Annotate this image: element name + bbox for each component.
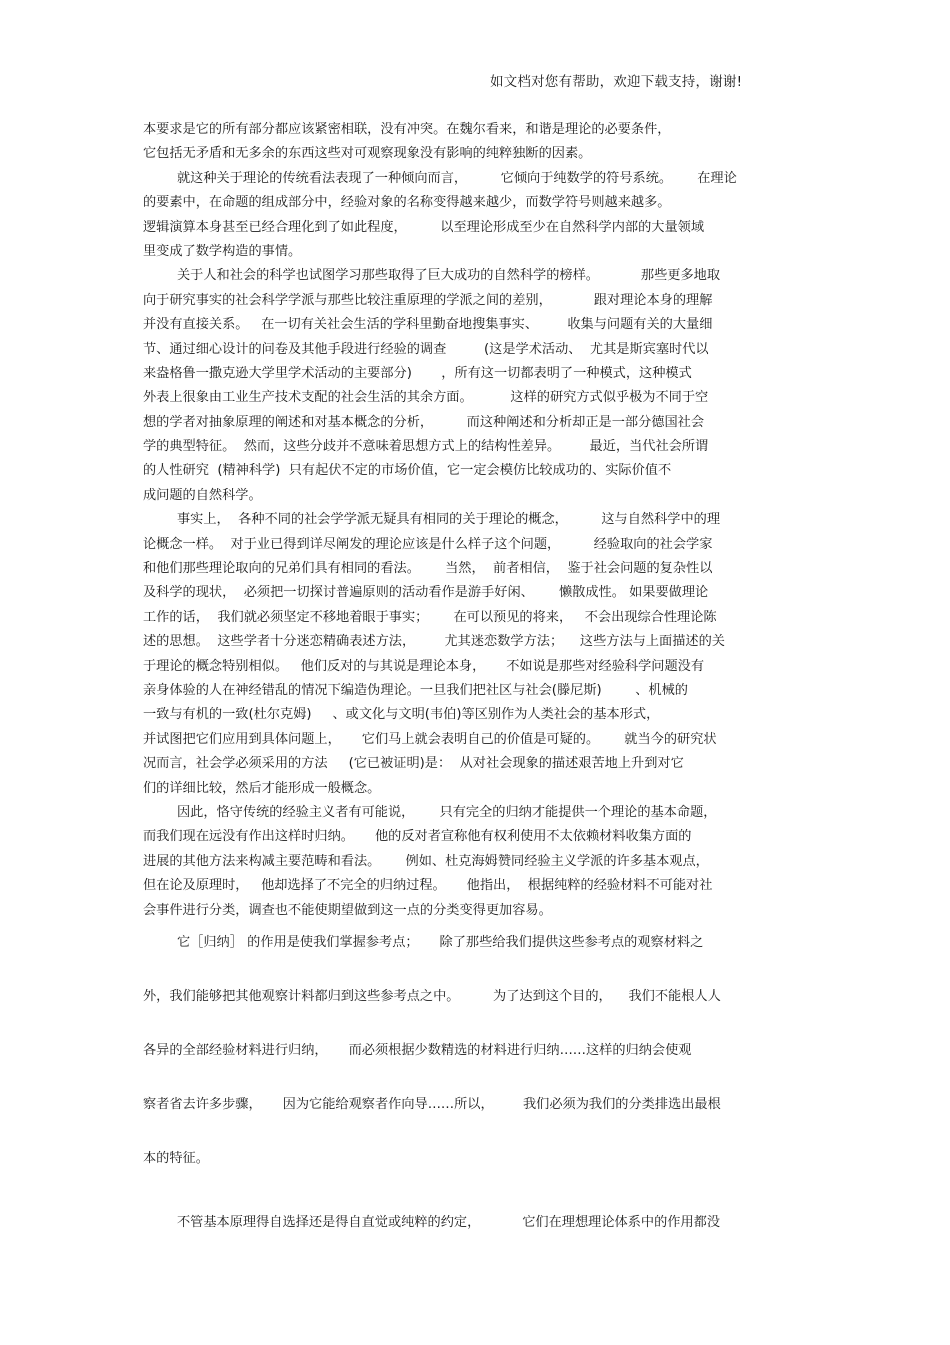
text-line: 亲身体验的人在神经错乱的情况下编造伪理论。一旦我们把社区与社会(滕尼斯) 、机械的 — [143, 682, 688, 698]
quote-block — [143, 931, 813, 1201]
text-line: 因此，恪守传统的经验主义者有可能说， 只有完全的归纳才能提供一个理论的基本命题， — [177, 804, 717, 820]
text-line: 工作的话， 我们就必须坚定不移地着眼于事实； 在可以预见的将来， 不会出现综合性理论陈 — [143, 609, 717, 625]
text-line: 向于研究事实的社会科学学派与那些比较注重原理的学派之间的差别， 跟对理论本身的理解 — [143, 292, 713, 308]
text-line: 里变成了数学构造的事情。 — [143, 243, 302, 259]
text-line: 述的思想。 这些学者十分迷恋精确表述方法， 尤其迷恋数学方法； 这些方法与上面描述的关 — [143, 634, 725, 650]
text-line: 节、通过细心设计的问卷及其他手段进行经验的调查 (这是学术活动、 尤其是斯宾塞时代以 — [143, 341, 709, 357]
text-line: 不管基本原理得自选择还是得自直觉或纯粹的约定， 它们在理想理论体系中的作用都没 — [177, 1214, 721, 1230]
main-paragraphs — [143, 118, 813, 923]
text-line: 就这种关于理论的传统看法表现了一种倾向而言， 它倾向于纯数学的符号系统。 在理论 — [177, 170, 737, 186]
text-line: 关于人和社会的科学也试图学习那些取得了巨大成功的自然科学的榜样。 那些更多地取 — [177, 268, 721, 284]
text-line: 论概念一样。 对于业已得到详尽阐发的理论应该是什么样子这个问题， 经验取向的社会学家 — [143, 536, 713, 552]
text-line: 外表上很象由工业生产技术支配的社会生活的其余方面。 这样的研究方式似乎极为不同于空 — [143, 390, 709, 406]
text-line: 会事件进行分类，调查也不能使期望做到这一点的分类变得更加容易。 — [143, 902, 552, 918]
text-line: 本的特征。 — [143, 1150, 209, 1166]
text-line: 一致与有机的一致(杜尔克姆) 、或文化与文明(韦伯)等区别作为人类社会的基本形式， — [143, 707, 660, 723]
body-text — [143, 118, 813, 1235]
text-line: 们的详细比较，然后才能形成一般概念。 — [143, 780, 381, 796]
text-line: 成问题的自然科学。 — [143, 487, 262, 503]
text-line: 逻辑演算本身甚至已经合理化到了如此程度， 以至理论形成至少在自然科学内部的大量领域 — [143, 219, 705, 235]
text-line: 及科学的现状， 必须把一切探讨普遍原则的活动看作是游手好闲、 懒散成性。 如果要做理论 — [143, 585, 709, 601]
text-line: 它包括无矛盾和无多余的东西这些对可观察现象没有影响的纯粹独断的因素。 — [143, 146, 592, 162]
text-line: 来盎格鲁一撒克逊大学里学术活动的主要部分) ，所有这一切都表明了一种模式，这种模式 — [143, 365, 692, 381]
text-line: 本要求是它的所有部分都应该紧密相联，没有冲突。在魏尔看来，和谐是理论的必要条件， — [143, 122, 671, 137]
text-line: 察者省去许多步骤， 因为它能给观察者作向导……所以， 我们必须为我们的分类排选出最根 — [143, 1096, 721, 1112]
text-line: 想的学者对抽象原理的阐述和对基本概念的分析， 而这种阐述和分析却正是一部分德国社会 — [143, 414, 705, 430]
text-line: 的要素中，在命题的组成部分中，经验对象的名称变得越来越少，而数学符号则越来越多。 — [143, 195, 671, 211]
text-line: 况而言，社会学必须采用的方法 (它已被证明)是： 从对社会现象的描述艰苦地上升到对它 — [143, 756, 684, 772]
text-line: 并试图把它们应用到具体问题上， 它们马上就会表明自己的价值是可疑的。 就当今的研究状 — [143, 731, 717, 747]
text-line: 而我们现在远没有作出这样时归纳。 他的反对者宣称他有权利使用不太依赖材料收集方面的 — [143, 829, 692, 845]
text-line: 事实上， 各种不同的社会学学派无疑具有相同的关于理论的概念， 这与自然科学中的理 — [177, 512, 721, 528]
final-paragraph — [143, 1211, 813, 1235]
text-line: 于理论的概念特别相似。 他们反对的与其说是理论本身， 不如说是那些对经验科学问题没有 — [143, 658, 705, 674]
text-line: 各异的全部经验材料进行归纳， 而必须根据少数精选的材料进行归纳……这样的归纳会使观 — [143, 1042, 692, 1058]
header-note: 如文档对您有帮助，欢迎下载支持，谢谢! — [490, 74, 743, 90]
text-line: 学的典型特征。 然而，这些分歧并不意味着思想方式上的结构性差异。 最近，当代社会所谓 — [143, 439, 709, 455]
text-line: 但在论及原理时， 他却选择了不完全的归纳过程。 他指出， 根据纯粹的经验材料不可能对社 — [143, 878, 713, 894]
text-line: 进展的其他方法来构减主要范畴和看法。 例如、杜克海姆赞同经验主义学派的许多基本观点， — [143, 853, 709, 869]
text-line: 的人性研究 (精神科学) 只有起伏不定的市场价值，它一定会模仿比较成功的、实际价值不 — [143, 463, 672, 479]
text-line: 和他们那些理论取向的兄弟们具有相同的看法。 当然， 前者相信， 鉴于社会问题的复杂性以 — [143, 561, 713, 577]
text-line: 它［归纳］ 的作用是使我们掌握参考点； 除了那些给我们提供这些参考点的观察材料之 — [177, 934, 704, 950]
text-line: 并没有直接关系。 在一切有关社会生活的学科里勤奋地搜集事实、 收集与问题有关的大量细 — [143, 317, 713, 333]
text-line: 外，我们能够把其他观察计料都归到这些参考点之中。 为了达到这个目的， 我们不能根人人 — [143, 988, 721, 1004]
